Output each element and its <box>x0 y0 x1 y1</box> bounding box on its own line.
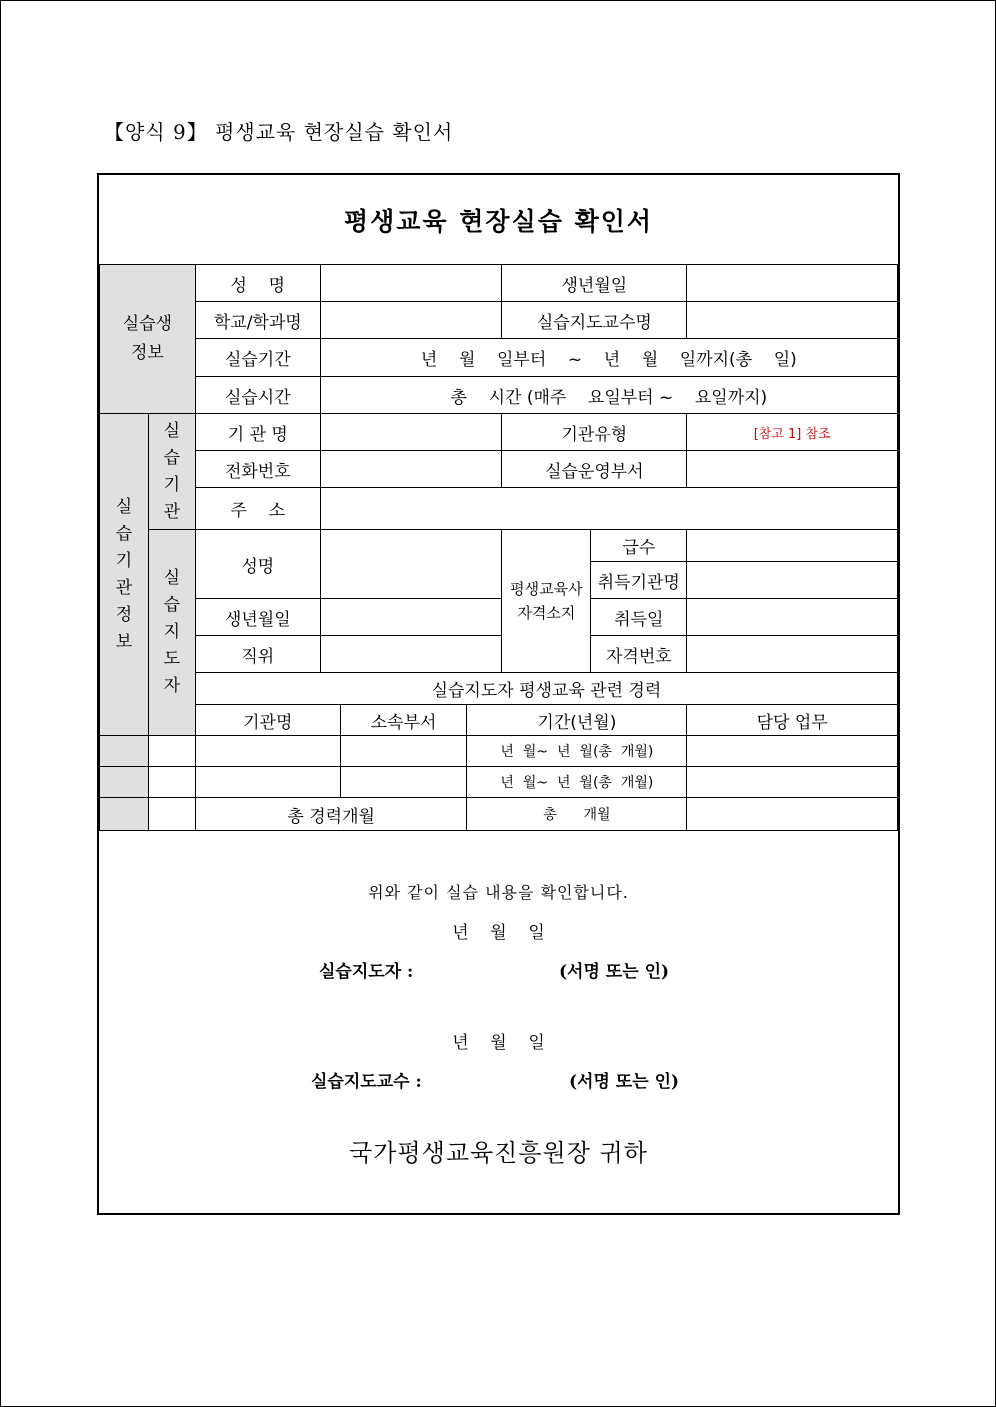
career-org-2[interactable] <box>195 767 340 798</box>
advisor-prof-label: 실습지도교수명 <box>502 302 687 339</box>
cert-label: 평생교육사 자격소지 <box>502 530 591 673</box>
position-label: 직위 <box>195 636 320 673</box>
total-career-label: 총 경력개월 <box>195 798 467 831</box>
issuer-label: 취득기관명 <box>591 562 687 599</box>
grade-field[interactable] <box>687 530 898 562</box>
advisor-prof-field[interactable] <box>687 302 898 339</box>
career-dept-2[interactable] <box>340 767 467 798</box>
hours-field[interactable]: 총 시간 (매주 요일부터 ~ 요일까지) <box>320 377 897 414</box>
org-name-label: 기 관 명 <box>195 414 320 451</box>
issuer-field[interactable] <box>687 562 898 599</box>
form-label: 【양식 9】 평생교육 현장실습 확인서 <box>104 120 454 144</box>
student-name-field[interactable] <box>320 265 502 302</box>
career-dept-1[interactable] <box>340 736 467 767</box>
col-duty-header: 담당 업무 <box>687 705 898 736</box>
confirm-statement: 위와 같이 실습 내용을 확인합니다. <box>368 883 629 902</box>
form-table <box>99 264 898 831</box>
org-type-reference: [참고 1] 참조 <box>687 414 898 451</box>
sig1-note[interactable]: (서명 또는 인) <box>559 962 670 982</box>
col-period-header: 기간(년월) <box>467 705 687 736</box>
sig1-label: 실습지도자 : <box>319 962 414 982</box>
career-title: 실습지도자 평생교육 관련 경력 <box>195 673 897 705</box>
acquired-label: 취득일 <box>591 599 687 636</box>
school-label: 학교/학과명 <box>195 302 320 339</box>
org-info-section-label: 실습기관정보 <box>100 414 149 736</box>
student-birth-label: 생년월일 <box>502 265 687 302</box>
acquired-field[interactable] <box>687 599 898 636</box>
position-field[interactable] <box>320 636 502 673</box>
confirm-date-2: 년 월 일 <box>452 1033 545 1053</box>
sig2-note[interactable]: (서명 또는 인) <box>569 1072 680 1092</box>
student-section-label: 실습생 정보 <box>100 265 196 414</box>
sig2-label: 실습지도교수 : <box>311 1072 422 1092</box>
student-name-label: 성 명 <box>195 265 320 302</box>
student-birth-field[interactable] <box>687 265 898 302</box>
total-career-extra[interactable] <box>687 798 898 831</box>
col-org-header: 기관명 <box>195 705 340 736</box>
sup-birth-label: 생년월일 <box>195 599 320 636</box>
total-career-field[interactable]: 총 개월 <box>467 798 687 831</box>
career-period-1[interactable]: 년 월~ 년 월(총 개월) <box>467 736 687 767</box>
org-section-label: 실습기관 <box>148 414 195 530</box>
org-type-label: 기관유형 <box>502 414 687 451</box>
sup-name-field[interactable] <box>320 530 502 599</box>
form-frame <box>97 173 900 1215</box>
cert-no-label: 자격번호 <box>591 636 687 673</box>
hours-label: 실습시간 <box>195 377 320 414</box>
org-name-field[interactable] <box>320 414 502 451</box>
school-field[interactable] <box>320 302 502 339</box>
supervisor-section-label: 실습지도자 <box>148 530 195 736</box>
grade-label: 급수 <box>591 530 687 562</box>
phone-field[interactable] <box>320 451 502 488</box>
confirm-date-1: 년 월 일 <box>452 923 545 943</box>
col-dept-header: 소속부서 <box>340 705 467 736</box>
sup-birth-field[interactable] <box>320 599 502 636</box>
cert-no-field[interactable] <box>687 636 898 673</box>
dept-field[interactable] <box>687 451 898 488</box>
career-period-2[interactable]: 년 월~ 년 월(총 개월) <box>467 767 687 798</box>
career-duty-2[interactable] <box>687 767 898 798</box>
period-label: 실습기간 <box>195 339 320 377</box>
career-org-1[interactable] <box>195 736 340 767</box>
address-label: 주 소 <box>195 488 320 530</box>
form-title: 평생교육 현장실습 확인서 <box>343 206 654 236</box>
address-field[interactable] <box>320 488 897 530</box>
addressee: 국가평생교육진흥원장 귀하 <box>349 1139 648 1167</box>
period-field[interactable]: 년 월 일부터 ~ 년 월 일까지(총 일) <box>320 339 897 377</box>
dept-label: 실습운영부서 <box>502 451 687 488</box>
sup-name-label: 성명 <box>195 530 320 599</box>
phone-label: 전화번호 <box>195 451 320 488</box>
career-duty-1[interactable] <box>687 736 898 767</box>
